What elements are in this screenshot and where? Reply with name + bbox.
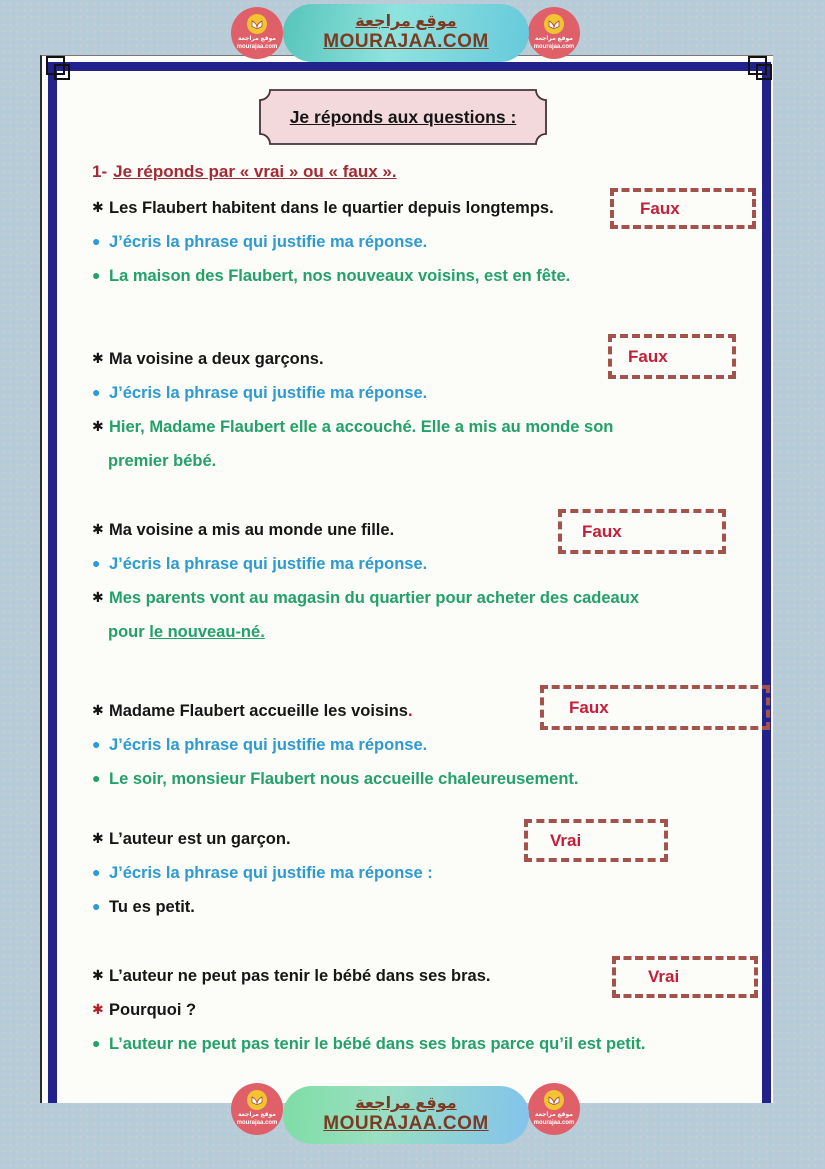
site-name-arabic: موقع مراجعة xyxy=(355,12,457,30)
badge-text-ar: موقع مراجعة xyxy=(237,36,277,42)
statement-text: Madame Flaubert accueille les voisins xyxy=(109,702,408,720)
answer-text: Faux xyxy=(640,198,680,218)
exercise-number: 1- xyxy=(92,162,108,181)
prompt-text: Pourquoi ? xyxy=(109,1001,197,1019)
question-statement xyxy=(92,830,291,849)
prompt-text: J’écris la phrase qui justifie ma réponse. xyxy=(109,233,428,251)
badge-text-ar: موقع مراجعة xyxy=(534,36,574,42)
statement-text: Ma voisine a mis au monde une fille. xyxy=(109,521,395,539)
justify-prompt xyxy=(92,384,427,403)
answer-box xyxy=(524,819,668,862)
dot-bullet-icon: ● xyxy=(92,233,101,249)
star-bullet-icon: ✱ xyxy=(92,589,104,605)
book-icon xyxy=(544,1090,564,1110)
justify-prompt xyxy=(92,233,427,252)
justification xyxy=(92,770,579,789)
badge-text-ar: موقع مراجعة xyxy=(534,1112,574,1118)
star-bullet-icon: ✱ xyxy=(92,199,104,215)
site-name-url: MOURAJAA.COM xyxy=(323,1113,489,1135)
justification-text: Mes parents vont au magasin du quartier pour acheter des cadeaux xyxy=(109,589,639,607)
site-name-arabic: موقع مراجعة xyxy=(355,1094,457,1112)
dot-bullet-icon: ● xyxy=(92,898,101,914)
justification-underlined-text: le nouveau-né. xyxy=(149,623,265,641)
dot-bullet-icon: ● xyxy=(92,267,101,283)
answer-text: Faux xyxy=(569,697,609,717)
justification-text: La maison des Flaubert, nos nouveaux voisins, est en fête. xyxy=(109,267,571,285)
justify-prompt xyxy=(92,736,427,755)
page-title: Je réponds aux questions : xyxy=(289,106,517,127)
exercise-heading xyxy=(92,162,397,182)
answer-box xyxy=(608,334,736,379)
site-logo-badge xyxy=(528,7,580,59)
question-statement xyxy=(92,702,413,721)
justify-prompt xyxy=(92,555,427,574)
prompt-text: J’écris la phrase qui justifie ma réponse. xyxy=(109,555,428,573)
corner-mark-icon xyxy=(54,64,70,80)
justification xyxy=(92,418,613,437)
dot-bullet-icon: ● xyxy=(92,864,101,880)
answer-text: Vrai xyxy=(550,830,582,850)
justify-prompt xyxy=(92,864,433,883)
justification xyxy=(92,898,195,917)
justification-text: pour xyxy=(108,623,150,641)
dot-bullet-icon: ● xyxy=(92,770,101,786)
site-banner-top xyxy=(283,4,529,62)
badge-text-en: mourajaa.com xyxy=(236,43,278,50)
badge-text-en: mourajaa.com xyxy=(236,1119,278,1126)
title-plaque xyxy=(258,88,548,146)
star-bullet-icon: ✱ xyxy=(92,702,104,718)
statement-text: L’auteur est un garçon. xyxy=(109,830,291,848)
answer-text: Faux xyxy=(628,346,668,366)
star-bullet-icon: ✱ xyxy=(92,1001,104,1017)
statement-text: Les Flaubert habitent dans le quartier depuis longtemps. xyxy=(109,199,554,217)
star-bullet-icon: ✱ xyxy=(92,967,104,983)
star-bullet-icon: ✱ xyxy=(92,830,104,846)
site-logo-badge xyxy=(231,7,283,59)
answer-box xyxy=(610,188,756,229)
dot-bullet-icon: ● xyxy=(92,736,101,752)
prompt-text: J’écris la phrase qui justifie ma réponse : xyxy=(109,864,433,882)
badge-text-en: mourajaa.com xyxy=(533,1119,575,1126)
book-icon xyxy=(247,14,267,34)
star-bullet-icon: ✱ xyxy=(92,350,104,366)
corner-mark-icon xyxy=(756,64,772,80)
justification xyxy=(92,1035,645,1054)
site-banner-bottom xyxy=(283,1086,529,1144)
question-statement xyxy=(92,350,324,369)
prompt-text: J’écris la phrase qui justifie ma réponse. xyxy=(109,384,428,402)
justification-continued xyxy=(108,452,216,471)
site-logo-badge xyxy=(528,1083,580,1135)
justification-text: Hier, Madame Flaubert elle a accouché. Elle a mis au monde son xyxy=(109,418,614,436)
justification-text: L’auteur ne peut pas tenir le bébé dans ses bras parce qu’il est petit. xyxy=(109,1035,646,1053)
answer-text: Faux xyxy=(582,521,622,541)
star-bullet-icon: ✱ xyxy=(92,418,104,434)
justification-continued xyxy=(108,623,265,642)
justification-text: Le soir, monsieur Flaubert nous accueille chaleureusement. xyxy=(109,770,579,788)
star-bullet-icon: ✱ xyxy=(92,521,104,537)
book-icon xyxy=(247,1090,267,1110)
question-statement xyxy=(92,199,554,218)
statement-period: . xyxy=(407,702,413,720)
statement-text: Ma voisine a deux garçons. xyxy=(109,350,324,368)
answer-box xyxy=(558,509,726,554)
dot-bullet-icon: ● xyxy=(92,1035,101,1051)
site-name-url: MOURAJAA.COM xyxy=(323,31,489,53)
justification xyxy=(92,267,570,286)
justification-text: Tu es petit. xyxy=(109,898,195,916)
answer-text: Vrai xyxy=(648,967,680,986)
justification xyxy=(92,589,639,608)
justification-text: premier bébé. xyxy=(108,452,217,470)
exercise-heading-text: Je réponds par « vrai » ou « faux ». xyxy=(113,162,397,181)
answer-box xyxy=(540,685,770,730)
prompt-text: J’écris la phrase qui justifie ma réponse. xyxy=(109,736,428,754)
dot-bullet-icon: ● xyxy=(92,555,101,571)
dot-bullet-icon: ● xyxy=(92,384,101,400)
justify-prompt xyxy=(92,1001,196,1020)
badge-text-en: mourajaa.com xyxy=(533,43,575,50)
site-logo-badge xyxy=(231,1083,283,1135)
answer-box xyxy=(612,956,758,998)
question-statement xyxy=(92,967,490,986)
statement-text: L’auteur ne peut pas tenir le bébé dans ses bras. xyxy=(109,967,491,985)
badge-text-ar: موقع مراجعة xyxy=(237,1112,277,1118)
book-icon xyxy=(544,14,564,34)
question-statement xyxy=(92,521,394,540)
